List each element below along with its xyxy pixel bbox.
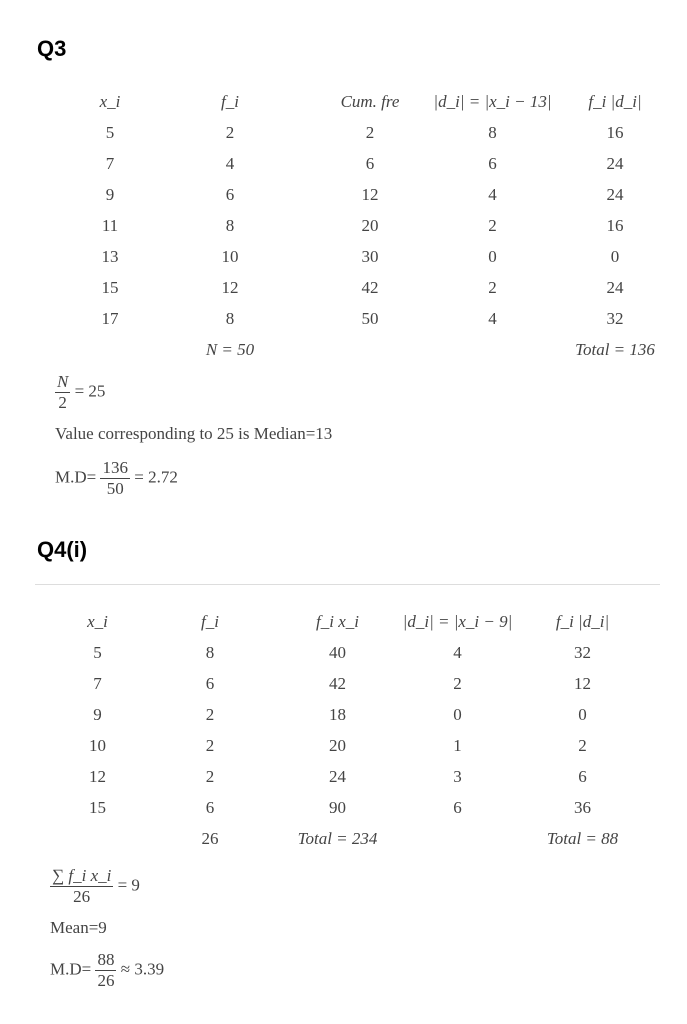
table-cell: 15: [89, 797, 106, 817]
table-cell: 6: [488, 153, 497, 173]
table-cell: 10: [89, 735, 106, 755]
q3-half-n-formula: [55, 372, 105, 413]
q4-header-xi: x_i: [87, 611, 108, 631]
table-cell: 2: [365, 122, 375, 142]
table-cell: 42: [361, 277, 379, 297]
table-cell: 8: [205, 642, 215, 662]
q4-md-label: M.D=: [50, 959, 92, 979]
q3-md-formula: [55, 458, 178, 499]
table-cell: 15: [101, 277, 119, 297]
table-cell: 5: [93, 642, 102, 662]
table-cell: 42: [329, 673, 346, 693]
table-cell: 32: [574, 642, 591, 662]
table-cell: 5: [105, 122, 115, 142]
table-cell: 1: [453, 735, 462, 755]
table-cell: 2: [488, 215, 497, 235]
table-cell: 32: [606, 308, 624, 328]
q3-fd-total: Total = 136: [575, 339, 655, 359]
q4-md-den: 26: [97, 971, 115, 990]
q3-half-n-num: N: [57, 372, 69, 391]
table-cell: 2: [205, 766, 215, 786]
q3-table: [70, 86, 675, 365]
table-cell: 40: [329, 642, 346, 662]
q4-header-fidi: f_i |d_i|: [555, 611, 610, 631]
table-row: [60, 637, 640, 668]
q3-header-di: |d_i| = |x_i − 13|: [433, 91, 552, 111]
q3-md-result: = 2.72: [134, 467, 178, 487]
table-cell: 11: [101, 215, 119, 235]
q3-half-n-result: = 25: [74, 381, 106, 401]
table-cell: 12: [89, 766, 106, 786]
table-cell: 7: [105, 153, 115, 173]
q3-md-label: M.D=: [55, 467, 97, 487]
table-row: [60, 761, 640, 792]
q4-heading: Q4(i): [37, 537, 88, 562]
table-cell: 24: [606, 153, 624, 173]
table-cell: 24: [606, 184, 624, 204]
q3-half-n-den: 2: [58, 393, 67, 412]
q3-header-cumfre: Cum. fre: [340, 91, 400, 111]
table-cell: 6: [365, 153, 375, 173]
table-cell: 0: [453, 704, 462, 724]
table-cell: 0: [488, 246, 497, 266]
q4-mean-den: 26: [73, 887, 91, 906]
q4-header-fixi: f_i x_i: [316, 611, 359, 631]
table-row: [70, 210, 675, 241]
table-row: [70, 117, 675, 148]
table-cell: 6: [205, 797, 215, 817]
table-cell: 6: [453, 797, 462, 817]
q3-header-xi: x_i: [99, 91, 121, 111]
table-cell: 4: [488, 184, 497, 204]
table-cell: 9: [105, 184, 115, 204]
table-cell: 12: [574, 673, 591, 693]
table-cell: 7: [93, 673, 102, 693]
table-cell: 4: [488, 308, 497, 328]
q4-md-result: ≈ 3.39: [120, 959, 165, 979]
q4-md-num: 88: [97, 950, 115, 969]
q3-header-fidi: f_i |d_i|: [588, 91, 642, 111]
table-cell: 2: [453, 673, 462, 693]
table-cell: 0: [610, 246, 620, 266]
table-cell: 90: [329, 797, 346, 817]
q4-total-row: [60, 823, 640, 854]
table-cell: 8: [225, 308, 235, 328]
q3-heading: Q3: [37, 36, 67, 61]
q4-f-total: 26: [201, 828, 219, 848]
table-cell: 16: [606, 215, 624, 235]
q4-header-row: [60, 606, 640, 637]
table-cell: 13: [101, 246, 119, 266]
table-cell: 9: [93, 704, 102, 724]
table-row: [70, 179, 675, 210]
table-row: [70, 241, 675, 272]
q4-table: [60, 606, 640, 854]
table-row: [60, 668, 640, 699]
table-cell: 6: [205, 673, 215, 693]
table-cell: 17: [101, 308, 119, 328]
table-cell: 2: [205, 735, 215, 755]
table-cell: 18: [329, 704, 346, 724]
table-cell: 2: [225, 122, 235, 142]
table-cell: 20: [361, 215, 379, 235]
q3-n-total: N = 50: [205, 339, 255, 359]
table-cell: 8: [488, 122, 497, 142]
table-cell: 12: [221, 277, 239, 297]
q3-median-text: Value corresponding to 25 is Median=13: [55, 424, 333, 443]
table-cell: 20: [329, 735, 346, 755]
table-cell: 8: [225, 215, 235, 235]
q4-md-formula: [50, 950, 164, 991]
q4-mean-text: Mean=9: [50, 918, 107, 937]
table-cell: 2: [578, 735, 587, 755]
q4-fx-total: Total = 234: [297, 828, 378, 848]
q3-header-row: [70, 86, 675, 117]
table-row: [70, 303, 675, 334]
table-row: [70, 272, 675, 303]
q3-total-row: [70, 334, 675, 365]
table-cell: 4: [453, 642, 462, 662]
table-cell: 3: [453, 766, 462, 786]
q4-mean-result: = 9: [117, 875, 140, 895]
table-cell: 2: [205, 704, 215, 724]
table-cell: 24: [606, 277, 624, 297]
q3-md-num: 136: [102, 458, 128, 477]
table-cell: 6: [578, 766, 587, 786]
q4-mean-formula: [50, 866, 140, 907]
table-row: [60, 699, 640, 730]
table-cell: 2: [488, 277, 497, 297]
table-cell: 24: [329, 766, 346, 786]
q4-header-di: |d_i| = |x_i − 9|: [402, 611, 513, 631]
q4-header-fi: f_i: [201, 611, 219, 631]
table-cell: 30: [361, 246, 379, 266]
q3-header-fi: f_i: [221, 91, 239, 111]
table-row: [60, 730, 640, 761]
table-cell: 4: [225, 153, 235, 173]
q4-mean-num: ∑ f_i x_i: [52, 866, 112, 885]
q3-md-den: 50: [106, 479, 124, 498]
section-divider: [35, 584, 660, 585]
table-row: [70, 148, 675, 179]
table-cell: 6: [225, 184, 235, 204]
table-cell: 0: [578, 704, 587, 724]
q4-fd-total: Total = 88: [546, 828, 619, 848]
table-cell: 50: [361, 308, 379, 328]
table-cell: 12: [361, 184, 379, 204]
table-cell: 16: [606, 122, 624, 142]
table-cell: 10: [221, 246, 239, 266]
table-cell: 36: [574, 797, 591, 817]
table-row: [60, 792, 640, 823]
